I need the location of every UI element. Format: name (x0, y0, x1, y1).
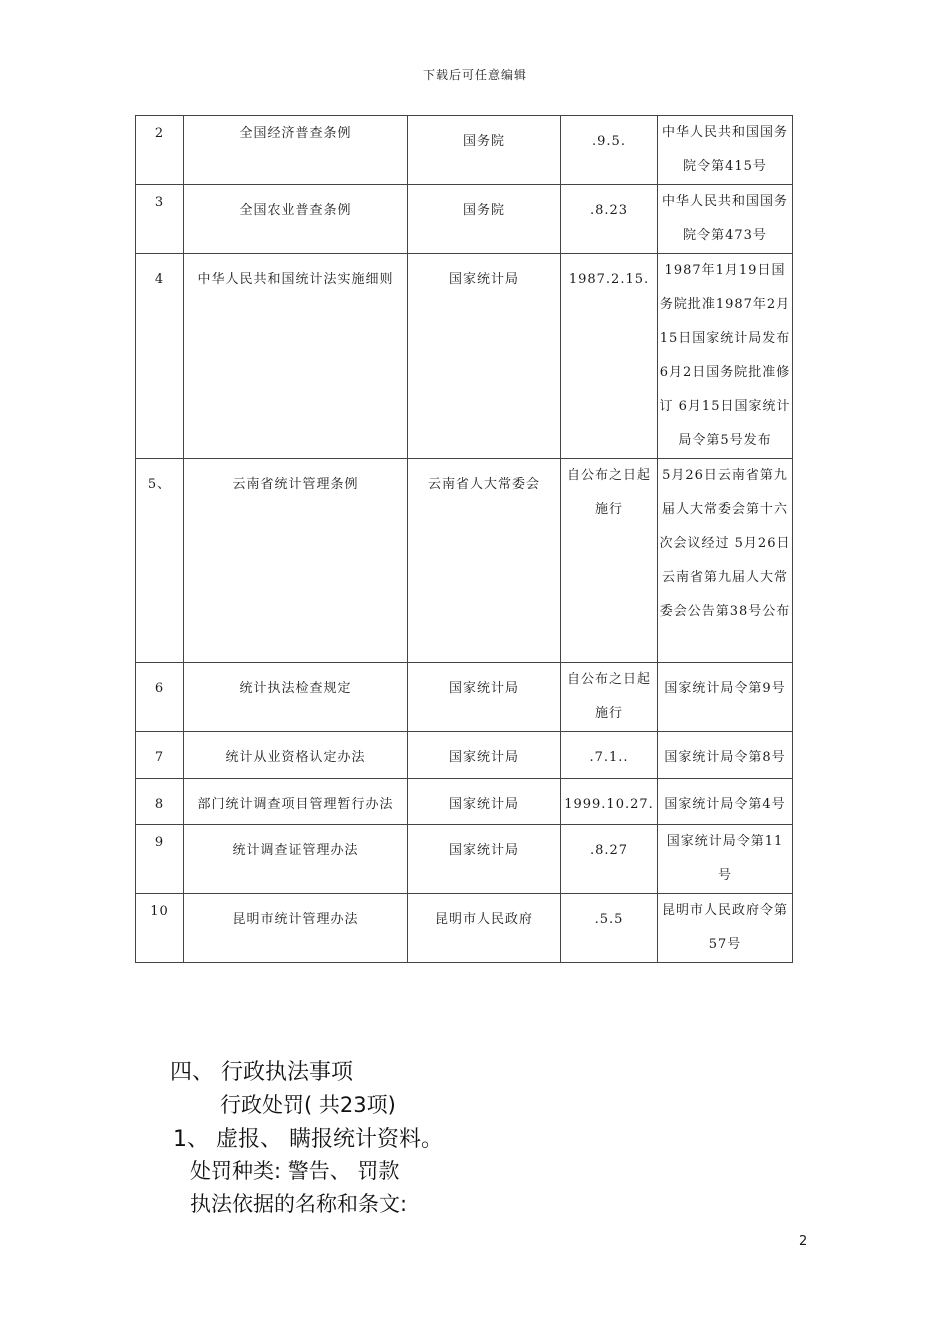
page-header: 下载后可任意编辑 (422, 68, 527, 82)
penalty-types: 处罚种类: 警告、 罚款 (190, 1159, 400, 1183)
table-row (136, 116, 793, 185)
page-number: 2 (799, 1234, 808, 1249)
effective-date: .9.5. (561, 116, 658, 185)
issuing-body: 国家统计局 (408, 825, 561, 894)
decree-note: 5月26日云南省第九届人大常委会第十六次会议经过 5月26日云南省第九届人大常委会公告第38号公布 (658, 459, 793, 663)
issuing-body: 国家统计局 (408, 732, 561, 779)
law-name: 全国经济普查条例 (184, 116, 408, 185)
table-row (136, 825, 793, 894)
effective-date: .8.23 (561, 185, 658, 254)
decree-note: 国家统计局令第11号 (658, 825, 793, 894)
issuing-body: 云南省人大常委会 (408, 459, 561, 663)
law-name: 统计调查证管理办法 (184, 825, 408, 894)
law-name: 统计从业资格认定办法 (184, 732, 408, 779)
row-number: 7 (136, 732, 184, 779)
decree-note: 昆明市人民政府令第57号 (658, 894, 793, 963)
issuing-body: 国务院 (408, 185, 561, 254)
decree-note: 中华人民共和国国务院令第415号 (658, 116, 793, 185)
effective-date: .7.1.. (561, 732, 658, 779)
decree-note: 1987年1月19日国务院批准1987年2月15日国家统计局发布6月2日国务院批准修订 6月15日国家统计局令第5号发布 (658, 254, 793, 459)
item-heading: 1、 虚报、 瞒报统计资料。 (173, 1127, 443, 1152)
table-row (136, 663, 793, 732)
row-number: 4 (136, 254, 184, 459)
law-name: 全国农业普查条例 (184, 185, 408, 254)
table-row (136, 254, 793, 459)
table-row (136, 459, 793, 663)
decree-note: 国家统计局令第4号 (658, 779, 793, 825)
issuing-body: 国家统计局 (408, 254, 561, 459)
effective-date: 1999.10.27. (561, 779, 658, 825)
table-row (136, 185, 793, 254)
law-name: 云南省统计管理条例 (184, 459, 408, 663)
legal-basis-label: 执法依据的名称和条文: (190, 1192, 408, 1216)
law-name: 统计执法检查规定 (184, 663, 408, 732)
row-number: 3 (136, 185, 184, 254)
section-subheading: 行政处罚( 共23项) (220, 1093, 396, 1117)
effective-date: .8.27 (561, 825, 658, 894)
effective-date: 自公布之日起施行 (561, 459, 658, 663)
row-number: 10 (136, 894, 184, 963)
issuing-body: 国务院 (408, 116, 561, 185)
laws-table (135, 115, 793, 963)
issuing-body: 国家统计局 (408, 663, 561, 732)
effective-date: 自公布之日起施行 (561, 663, 658, 732)
law-name: 中华人民共和国统计法实施细则 (184, 254, 408, 459)
decree-note: 国家统计局令第8号 (658, 732, 793, 779)
row-number: 2 (136, 116, 184, 185)
decree-note: 中华人民共和国国务院令第473号 (658, 185, 793, 254)
row-number: 9 (136, 825, 184, 894)
section-heading: 四、 行政执法事项 (170, 1060, 353, 1085)
table-row (136, 894, 793, 963)
table-row (136, 732, 793, 779)
law-name: 昆明市统计管理办法 (184, 894, 408, 963)
effective-date: .5.5 (561, 894, 658, 963)
table-row (136, 779, 793, 825)
row-number: 5、 (136, 459, 184, 663)
issuing-body: 国家统计局 (408, 779, 561, 825)
law-name: 部门统计调查项目管理暂行办法 (184, 779, 408, 825)
row-number: 8 (136, 779, 184, 825)
issuing-body: 昆明市人民政府 (408, 894, 561, 963)
decree-note: 国家统计局令第9号 (658, 663, 793, 732)
effective-date: 1987.2.15. (561, 254, 658, 459)
row-number: 6 (136, 663, 184, 732)
